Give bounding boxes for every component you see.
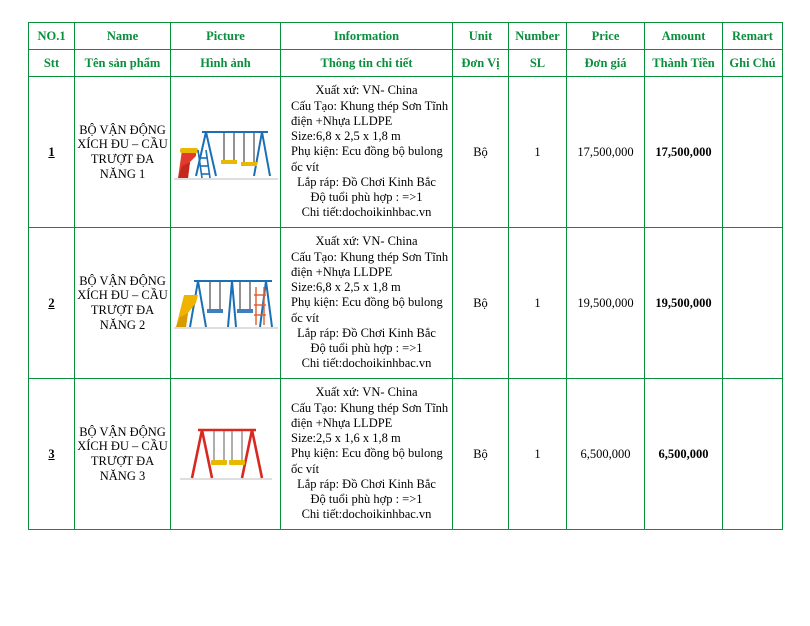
header-don-gia: Đơn giá bbox=[567, 50, 645, 77]
table-row bbox=[29, 379, 783, 530]
header-stt: Stt bbox=[29, 50, 75, 77]
info-line: Size:6,8 x 2,5 x 1,8 m bbox=[291, 280, 401, 295]
info-line: Độ tuổi phù hợp : =>1 bbox=[310, 190, 423, 205]
playground-swing-slide-icon bbox=[172, 106, 280, 198]
row-price: 17,500,000 bbox=[567, 77, 645, 228]
row-number: 1 bbox=[509, 379, 567, 530]
header-amount: Amount bbox=[645, 23, 723, 50]
info-line: Xuất xứ: VN- China bbox=[315, 234, 418, 249]
row-number: 1 bbox=[509, 228, 567, 379]
info-line: Size:2,5 x 1,6 x 1,8 m bbox=[291, 431, 401, 446]
info-line: Chi tiết:dochoikinhbac.vn bbox=[301, 205, 432, 220]
row-number: 1 bbox=[509, 77, 567, 228]
info-line: Cấu Tạo: Khung thép Sơn Tĩnh điện +Nhựa LLDPE bbox=[291, 400, 449, 430]
row-remark bbox=[723, 77, 783, 228]
row-amount: 17,500,000 bbox=[645, 77, 723, 228]
row-stt: 2 bbox=[29, 228, 75, 379]
row-information bbox=[281, 77, 453, 228]
info-line: Xuất xứ: VN- China bbox=[315, 385, 418, 400]
info-line: Phụ kiện: Ecu đồng bộ bulong ốc vít bbox=[291, 144, 443, 174]
info-line: Phụ kiện: Ecu đồng bộ bulong ốc vít bbox=[291, 446, 443, 476]
product-quotation-table bbox=[28, 22, 783, 530]
header-thong-tin-chi-tiet: Thông tin chi tiết bbox=[281, 50, 453, 77]
row-picture bbox=[171, 379, 281, 530]
header-don-vi: Đơn Vị bbox=[453, 50, 509, 77]
row-unit: Bộ bbox=[453, 228, 509, 379]
header-name: Name bbox=[75, 23, 171, 50]
row-amount: 6,500,000 bbox=[645, 379, 723, 530]
row-information bbox=[281, 228, 453, 379]
row-price: 6,500,000 bbox=[567, 379, 645, 530]
row-picture bbox=[171, 77, 281, 228]
row-amount: 19,500,000 bbox=[645, 228, 723, 379]
header-information: Information bbox=[281, 23, 453, 50]
info-line: Độ tuổi phù hợp : =>1 bbox=[310, 341, 423, 356]
info-line: Lắp ráp: Đồ Chơi Kinh Bắc bbox=[297, 174, 436, 189]
row-product-name: BỘ VẬN ĐỘNG XÍCH ĐU – CẦU TRƯỢT ĐA NĂNG 1 bbox=[75, 77, 171, 228]
info-line: Cấu Tạo: Khung thép Sơn Tĩnh điện +Nhựa LLDPE bbox=[291, 249, 449, 279]
info-line: Chi tiết:dochoikinhbac.vn bbox=[301, 507, 432, 522]
table-row bbox=[29, 77, 783, 228]
row-product-name: BỘ VẬN ĐỘNG XÍCH ĐU – CẦU TRƯỢT ĐA NĂNG 3 bbox=[75, 379, 171, 530]
header-number: Number bbox=[509, 23, 567, 50]
info-line: Lắp ráp: Đồ Chơi Kinh Bắc bbox=[297, 325, 436, 340]
row-stt: 3 bbox=[29, 379, 75, 530]
info-line: Cấu Tạo: Khung thép Sơn Tĩnh điện +Nhựa LLDPE bbox=[291, 98, 449, 128]
table-header-vietnamese bbox=[29, 50, 783, 77]
header-unit: Unit bbox=[453, 23, 509, 50]
header-thanh-tien: Thành Tiền bbox=[645, 50, 723, 77]
row-unit: Bộ bbox=[453, 379, 509, 530]
table-row bbox=[29, 228, 783, 379]
header-sl: SL bbox=[509, 50, 567, 77]
playground-swing-slide-climb-icon bbox=[172, 257, 280, 349]
header-hinh-anh: Hình ảnh bbox=[171, 50, 281, 77]
info-line: Phụ kiện: Ecu đồng bộ bulong ốc vít bbox=[291, 295, 443, 325]
row-unit: Bộ bbox=[453, 77, 509, 228]
info-line: Xuất xứ: VN- China bbox=[315, 83, 418, 98]
row-price: 19,500,000 bbox=[567, 228, 645, 379]
info-line: Size:6,8 x 2,5 x 1,8 m bbox=[291, 129, 401, 144]
info-line: Độ tuổi phù hợp : =>1 bbox=[310, 492, 423, 507]
header-ten-san-pham: Tên sản phẩm bbox=[75, 50, 171, 77]
header-remark: Remart bbox=[723, 23, 783, 50]
row-picture bbox=[171, 228, 281, 379]
header-no: NO.1 bbox=[29, 23, 75, 50]
row-remark bbox=[723, 379, 783, 530]
row-information bbox=[281, 379, 453, 530]
header-picture: Picture bbox=[171, 23, 281, 50]
header-ghi-chu: Ghi Chú bbox=[723, 50, 783, 77]
header-price: Price bbox=[567, 23, 645, 50]
info-line: Chi tiết:dochoikinhbac.vn bbox=[301, 356, 432, 371]
playground-double-swing-icon bbox=[172, 408, 280, 500]
info-line: Lắp ráp: Đồ Chơi Kinh Bắc bbox=[297, 476, 436, 491]
table-header-english bbox=[29, 23, 783, 50]
row-product-name: BỘ VẬN ĐỘNG XÍCH ĐU – CẦU TRƯỢT ĐA NĂNG 2 bbox=[75, 228, 171, 379]
row-stt: 1 bbox=[29, 77, 75, 228]
row-remark bbox=[723, 228, 783, 379]
